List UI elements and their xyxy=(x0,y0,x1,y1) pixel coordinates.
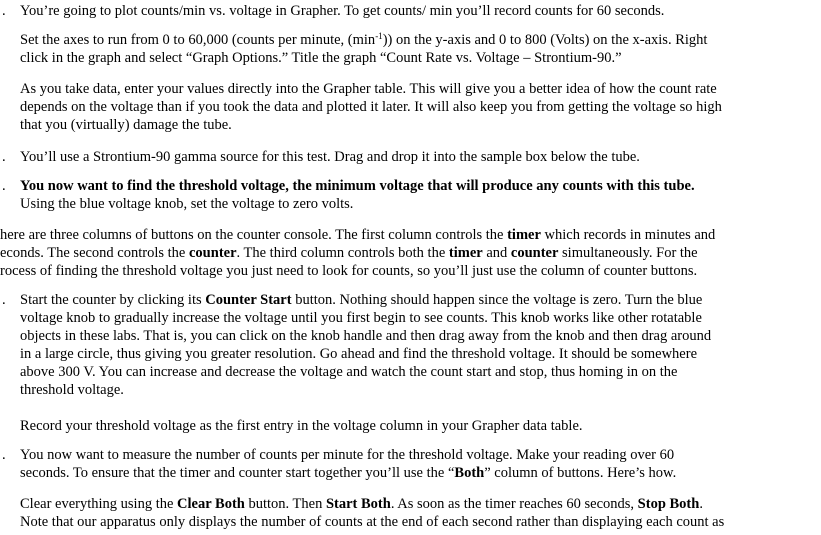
text-line xyxy=(0,262,715,280)
text-line xyxy=(20,116,722,134)
paragraph-4 xyxy=(20,148,640,166)
text-line xyxy=(20,177,695,195)
text-line xyxy=(20,291,711,309)
text-run: simultaneously. For the xyxy=(558,245,698,261)
text-line xyxy=(20,309,711,327)
text-line xyxy=(20,464,676,482)
bold-text: Counter Start xyxy=(205,292,292,308)
text-run: threshold voltage. xyxy=(20,382,124,398)
text-line xyxy=(20,195,695,213)
paragraph-6 xyxy=(0,226,715,280)
paragraph-5 xyxy=(20,177,695,213)
bold-text: Start Both xyxy=(325,496,391,512)
text-line xyxy=(20,2,664,20)
paragraph-3 xyxy=(20,80,722,134)
text-run: Using the blue voltage knob, set the voltage to zero volts. xyxy=(20,196,354,212)
text-run: Start the counter by clicking its xyxy=(20,292,206,308)
text-run: . The third column controls both the xyxy=(236,245,449,261)
list-bullet: . xyxy=(2,178,6,194)
text-line xyxy=(20,363,711,381)
list-bullet: . xyxy=(2,447,6,463)
text-run: button. Nothing should happen since the voltage is zero. Turn the blue xyxy=(291,292,703,308)
text-line xyxy=(20,31,707,49)
paragraph-2 xyxy=(20,31,707,67)
text-run: econds. The second controls the xyxy=(0,245,189,261)
bold-text: timer xyxy=(507,227,541,243)
text-line xyxy=(20,495,724,513)
text-run: You’re going to plot counts/min vs. voltage in Grapher. To get counts/ min you’ll record counts for 60 seconds. xyxy=(20,3,665,19)
paragraph-8 xyxy=(20,417,583,435)
list-bullet: . xyxy=(2,3,6,19)
text-line xyxy=(0,226,715,244)
text-run: rocess of finding the threshold voltage you just need to look for counts, so you’ll just use the column of counter buttons. xyxy=(0,263,698,279)
bold-text: counter xyxy=(510,245,559,261)
text-line xyxy=(20,80,722,98)
text-run: seconds. To ensure that the timer and counter start together you’ll use the “ xyxy=(20,465,455,481)
bold-text: Stop Both xyxy=(637,496,700,512)
text-run: and xyxy=(482,245,511,261)
text-run: that you (virtually) damage the tube. xyxy=(20,117,232,133)
bold-text: Clear Both xyxy=(177,496,245,512)
text-run: objects in these labs. That is, you can click on the knob handle and then drag away from the knob and then drag around xyxy=(20,328,712,344)
paragraph-10 xyxy=(20,495,724,531)
text-run: Clear everything using the xyxy=(20,496,178,512)
text-run: Record your threshold voltage as the first entry in the voltage column in your Grapher data table. xyxy=(20,418,583,434)
text-run: here are three columns of buttons on the counter console. The first column controls the xyxy=(0,227,508,243)
text-line xyxy=(20,49,707,67)
text-line xyxy=(20,381,711,399)
list-bullet: . xyxy=(2,149,6,165)
text-run: click in the graph and select “Graph Options.” Title the graph “Count Rate vs. Voltage – Strontium-90.” xyxy=(20,50,622,66)
text-line xyxy=(0,244,715,262)
bold-text: counter xyxy=(189,245,237,261)
text-line xyxy=(20,148,640,166)
text-line xyxy=(20,98,722,116)
text-line xyxy=(20,417,583,435)
text-line xyxy=(20,327,711,345)
text-run: You’ll use a Strontium-90 gamma source for this test. Drag and drop it into the sample box below the tube. xyxy=(20,149,640,165)
list-bullet: . xyxy=(2,292,6,308)
text-run: Set the axes to run from 0 to 60,000 (counts per minute, (min xyxy=(20,32,376,48)
text-run: You now want to measure the number of counts per minute for the threshold voltage. Make your reading over 60 xyxy=(20,447,675,463)
text-run: depends on the voltage than if you took the data and plotted it later. It will also keep you from getting the voltage so high xyxy=(20,99,722,115)
text-run: button. Then xyxy=(244,496,326,512)
text-run: )) on the y-axis and 0 to 800 (Volts) on the x-axis. Right xyxy=(382,32,708,48)
bold-text: timer xyxy=(448,245,483,261)
text-run: above 300 V. You can increase and decrease the voltage and watch the count start and stop, thus homing in on the xyxy=(20,364,678,380)
text-line xyxy=(20,345,711,363)
text-run: . xyxy=(699,496,703,512)
text-run: in a large circle, thus giving you greater resolution. Go ahead and find the threshold voltage. It should be somewhere xyxy=(20,346,698,362)
text-run: Note that our apparatus only displays the number of counts at the end of each second rather than displaying each count as xyxy=(20,514,725,530)
bold-text: Both xyxy=(454,465,485,481)
paragraph-9 xyxy=(20,446,676,482)
text-run: As you take data, enter your values directly into the Grapher table. This will give you a better idea of how the count rate xyxy=(20,81,717,97)
paragraph-1 xyxy=(20,2,664,20)
text-run: voltage knob to gradually increase the voltage until you first begin to see counts. This knob works like other rotatable xyxy=(20,310,702,326)
text-run: . As soon as the timer reaches 60 seconds, xyxy=(390,496,638,512)
paragraph-7 xyxy=(20,291,711,399)
text-run: ” column of buttons. Here’s how. xyxy=(484,465,677,481)
text-run: which records in minutes and xyxy=(540,227,716,243)
bold-text: You now want to find the threshold voltage, the minimum voltage that will produce any counts with this tube. xyxy=(20,178,695,194)
superscript-text: -1 xyxy=(375,31,383,41)
text-line xyxy=(20,513,724,531)
text-line xyxy=(20,446,676,464)
